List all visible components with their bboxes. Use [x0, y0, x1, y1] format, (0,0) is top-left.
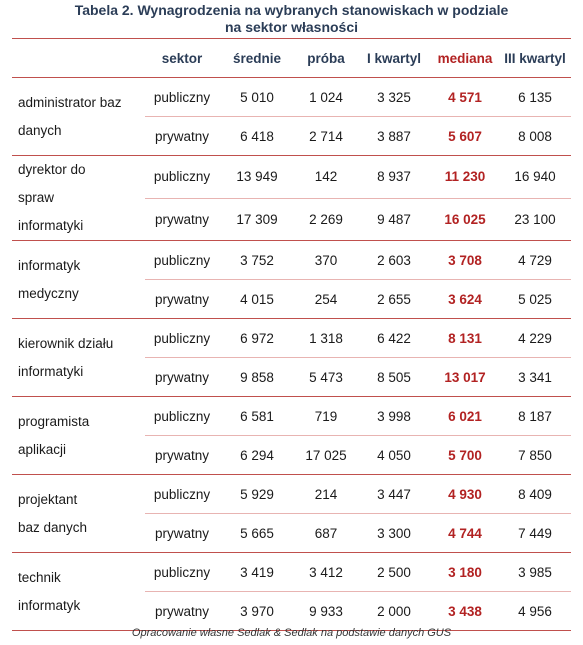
table-title — [0, 2, 583, 36]
mediana-cell: 5 700 — [431, 436, 499, 475]
table-row — [12, 241, 571, 280]
salary-table — [12, 38, 571, 631]
q3-cell: 7 449 — [499, 514, 571, 553]
q1-cell: 3 887 — [357, 117, 431, 156]
q1-cell: 8 505 — [357, 358, 431, 397]
q3-cell: 8 409 — [499, 475, 571, 514]
proba-cell: 2 269 — [295, 198, 357, 241]
q1-cell: 4 050 — [357, 436, 431, 475]
job-title-cell — [12, 241, 145, 319]
proba-cell: 719 — [295, 397, 357, 436]
table-row — [12, 475, 571, 514]
sektor-cell: prywatny — [145, 198, 219, 241]
header-row — [12, 39, 571, 78]
header-srednie: średnie — [219, 39, 295, 78]
q3-cell: 6 135 — [499, 78, 571, 117]
q1-cell: 2 603 — [357, 241, 431, 280]
header-q3: III kwartyl — [499, 39, 571, 78]
q1-cell: 3 998 — [357, 397, 431, 436]
job-title-cell — [12, 397, 145, 475]
job-title-line: projektant — [18, 491, 78, 507]
source-footer: Opracowanie własne Sedlak & Sedlak na podstawie danych GUS — [131, 627, 452, 639]
mediana-cell: 4 930 — [431, 475, 499, 514]
srednie-cell: 3 970 — [219, 592, 295, 631]
header-job — [12, 39, 145, 78]
q1-cell: 2 655 — [357, 280, 431, 319]
q1-cell: 2 500 — [357, 553, 431, 592]
header-proba: próba — [295, 39, 357, 78]
sektor-cell: publiczny — [145, 553, 219, 592]
job-title-line: spraw — [18, 190, 55, 205]
proba-cell: 1 024 — [295, 78, 357, 117]
header-sektor: sektor — [145, 39, 219, 78]
job-title-line: informatyki — [18, 363, 84, 379]
mediana-cell: 4 571 — [431, 78, 499, 117]
job-title-cell — [12, 475, 145, 553]
proba-cell: 5 473 — [295, 358, 357, 397]
srednie-cell: 3 752 — [219, 241, 295, 280]
q3-cell: 16 940 — [499, 156, 571, 199]
sektor-cell: prywatny — [145, 117, 219, 156]
srednie-cell: 4 015 — [219, 280, 295, 319]
job-title-line: informatyk — [18, 257, 81, 273]
proba-cell: 370 — [295, 241, 357, 280]
sektor-cell: prywatny — [145, 436, 219, 475]
job-title-line: danych — [18, 122, 62, 138]
q1-cell: 3 300 — [357, 514, 431, 553]
mediana-cell: 6 021 — [431, 397, 499, 436]
job-title-cell — [12, 553, 145, 631]
srednie-cell: 13 949 — [219, 156, 295, 199]
proba-cell: 3 412 — [295, 553, 357, 592]
sektor-cell: prywatny — [145, 280, 219, 319]
sektor-cell: publiczny — [145, 319, 219, 358]
q3-cell: 23 100 — [499, 198, 571, 241]
srednie-cell: 6 418 — [219, 117, 295, 156]
job-title-line: administrator baz — [18, 94, 122, 110]
mediana-cell: 8 131 — [431, 319, 499, 358]
srednie-cell: 6 972 — [219, 319, 295, 358]
proba-cell: 142 — [295, 156, 357, 199]
job-title-cell — [12, 319, 145, 397]
job-title-line: informatyki — [18, 218, 84, 233]
sektor-cell: publiczny — [145, 241, 219, 280]
table-row — [12, 553, 571, 592]
srednie-cell: 9 858 — [219, 358, 295, 397]
q1-cell: 8 937 — [357, 156, 431, 199]
q3-cell: 5 025 — [499, 280, 571, 319]
sektor-cell: publiczny — [145, 78, 219, 117]
sektor-cell: publiczny — [145, 475, 219, 514]
job-title-cell — [12, 78, 145, 156]
table-row — [12, 78, 571, 117]
q1-cell: 2 000 — [357, 592, 431, 631]
q1-cell: 3 325 — [357, 78, 431, 117]
mediana-cell: 3 438 — [431, 592, 499, 631]
job-title-line: baz danych — [18, 519, 88, 535]
sektor-cell: publiczny — [145, 397, 219, 436]
job-title-cell — [12, 156, 145, 241]
srednie-cell: 5 929 — [219, 475, 295, 514]
q3-cell: 4 229 — [499, 319, 571, 358]
job-title-line: dyrektor do — [18, 162, 86, 177]
sektor-cell: prywatny — [145, 592, 219, 631]
job-title-line: medyczny — [18, 285, 79, 301]
srednie-cell: 6 581 — [219, 397, 295, 436]
q1-cell: 9 487 — [357, 198, 431, 241]
proba-cell: 1 318 — [295, 319, 357, 358]
proba-cell: 9 933 — [295, 592, 357, 631]
srednie-cell: 3 419 — [219, 553, 295, 592]
proba-cell: 17 025 — [295, 436, 357, 475]
q1-cell: 6 422 — [357, 319, 431, 358]
mediana-cell: 16 025 — [431, 198, 499, 241]
srednie-cell: 5 665 — [219, 514, 295, 553]
title-line-1: Tabela 2. Wynagrodzenia na wybranych stanowiskach w podziale — [74, 2, 509, 18]
srednie-cell: 6 294 — [219, 436, 295, 475]
sektor-cell: prywatny — [145, 514, 219, 553]
job-title-line: informatyk — [18, 597, 81, 613]
job-title-line: technik — [18, 569, 61, 585]
srednie-cell: 5 010 — [219, 78, 295, 117]
job-title-line: kierownik działu — [18, 335, 114, 351]
q3-cell: 4 729 — [499, 241, 571, 280]
mediana-cell: 3 180 — [431, 553, 499, 592]
q3-cell: 4 956 — [499, 592, 571, 631]
job-title-line: aplikacji — [18, 441, 67, 457]
q3-cell: 3 985 — [499, 553, 571, 592]
q3-cell: 3 341 — [499, 358, 571, 397]
mediana-cell: 13 017 — [431, 358, 499, 397]
header-q1: I kwartyl — [357, 39, 431, 78]
title-line-2: na sektor własności — [224, 19, 359, 35]
proba-cell: 254 — [295, 280, 357, 319]
mediana-cell: 3 708 — [431, 241, 499, 280]
table-row — [12, 397, 571, 436]
proba-cell: 214 — [295, 475, 357, 514]
mediana-cell: 11 230 — [431, 156, 499, 199]
q3-cell: 8 187 — [499, 397, 571, 436]
mediana-cell: 4 744 — [431, 514, 499, 553]
q3-cell: 8 008 — [499, 117, 571, 156]
srednie-cell: 17 309 — [219, 198, 295, 241]
sektor-cell: prywatny — [145, 358, 219, 397]
proba-cell: 2 714 — [295, 117, 357, 156]
header-mediana: mediana — [431, 39, 499, 78]
q1-cell: 3 447 — [357, 475, 431, 514]
mediana-cell: 3 624 — [431, 280, 499, 319]
mediana-cell: 5 607 — [431, 117, 499, 156]
q3-cell: 7 850 — [499, 436, 571, 475]
proba-cell: 687 — [295, 514, 357, 553]
job-title-line: programista — [18, 413, 90, 429]
sektor-cell: publiczny — [145, 156, 219, 199]
table-row — [12, 319, 571, 358]
table-row — [12, 156, 571, 199]
